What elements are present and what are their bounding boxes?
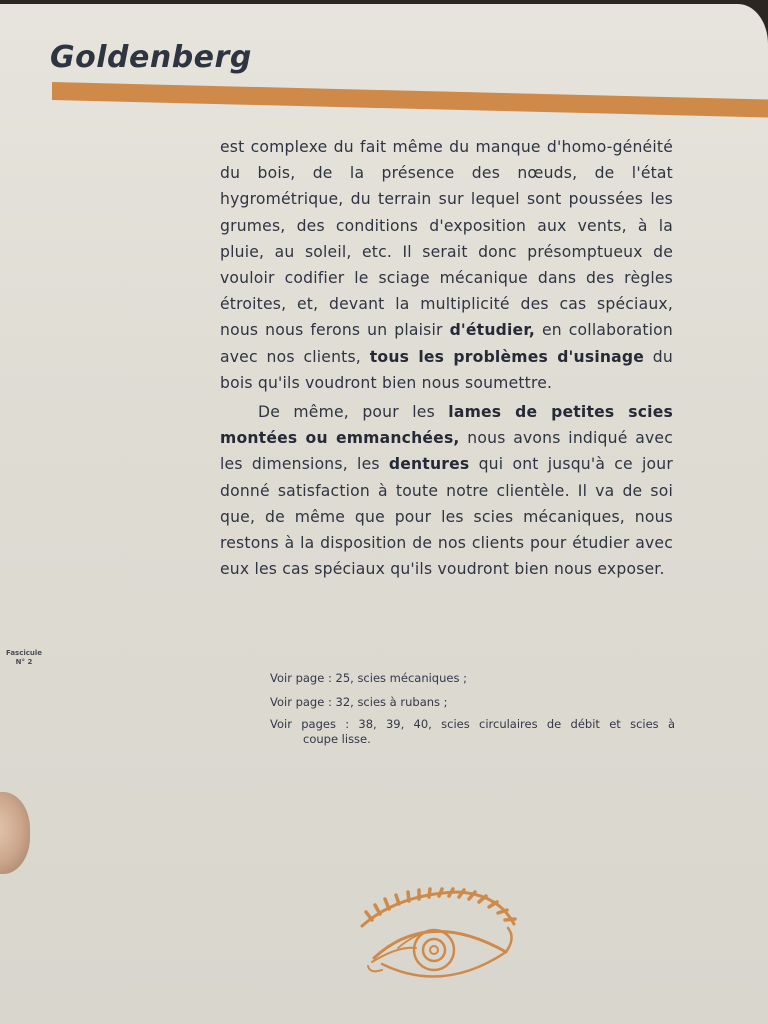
paragraph-1 [220, 134, 673, 396]
reference-1: Voir page : 25, scies mécaniques ; [270, 671, 467, 685]
p1-text-c: en collaboration avec nos clients, [220, 321, 673, 366]
p2-bold-1: lames de petites scies montées ou emmanchées, [220, 403, 673, 448]
p1-text-d: du bois qu'ils voudront bien nous soumettre. [220, 347, 673, 392]
margin-note [0, 649, 48, 667]
brand-logo: Goldenberg [50, 40, 252, 75]
p2-text-c: nous avons indiqué avec les dimensions, les [220, 429, 673, 474]
book-page [0, 4, 768, 1024]
p2-bold-2: dentures [388, 455, 470, 474]
p1-bold-2: tous les problèmes d'usinage [369, 347, 645, 366]
paragraph-2 [220, 399, 673, 582]
reference-3: Voir pages : 38, 39, 40, scies circulaires de débit et scies à [270, 717, 675, 731]
header-rule [52, 82, 768, 118]
eye-icon [358, 886, 528, 996]
thumb [0, 792, 30, 874]
reference-3-continued: coupe lisse. [303, 732, 371, 746]
body-text [220, 134, 673, 582]
margin-note-line-1: Fascicule [5, 649, 43, 657]
page-references [270, 666, 675, 748]
reference-2: Voir page : 32, scies à rubans ; [270, 695, 448, 709]
p2-text-d: qui ont jusqu'à ce jour donné satisfaction à toute notre clientèle. Il va de soi que, de même que pour les scies mécaniques, nous restons à la disposition de nos clients pour étudier avec eux les cas spéciaux qu'ils voudront bien nous exposer. [220, 455, 673, 579]
p2-text-a: De même, pour les [258, 403, 449, 422]
p1-bold-1: d'étudier, [449, 321, 536, 340]
p1-text-a: est complexe du fait même du manque d'homo-généité du bois, de la présence des nœuds, de l'état hygrométrique, du terrain sur lequel sont poussées les grumes, des conditions d'exposition aux vents, à la pluie, au soleil, etc. Il serait donc présomptueux de vouloir codifier le sciage mécanique dans des règles étroites, et, devant la multiplicité des cas spéciaux, nous nous ferons un plaisir [220, 138, 673, 340]
margin-note-line-2: N° 2 [15, 658, 33, 666]
